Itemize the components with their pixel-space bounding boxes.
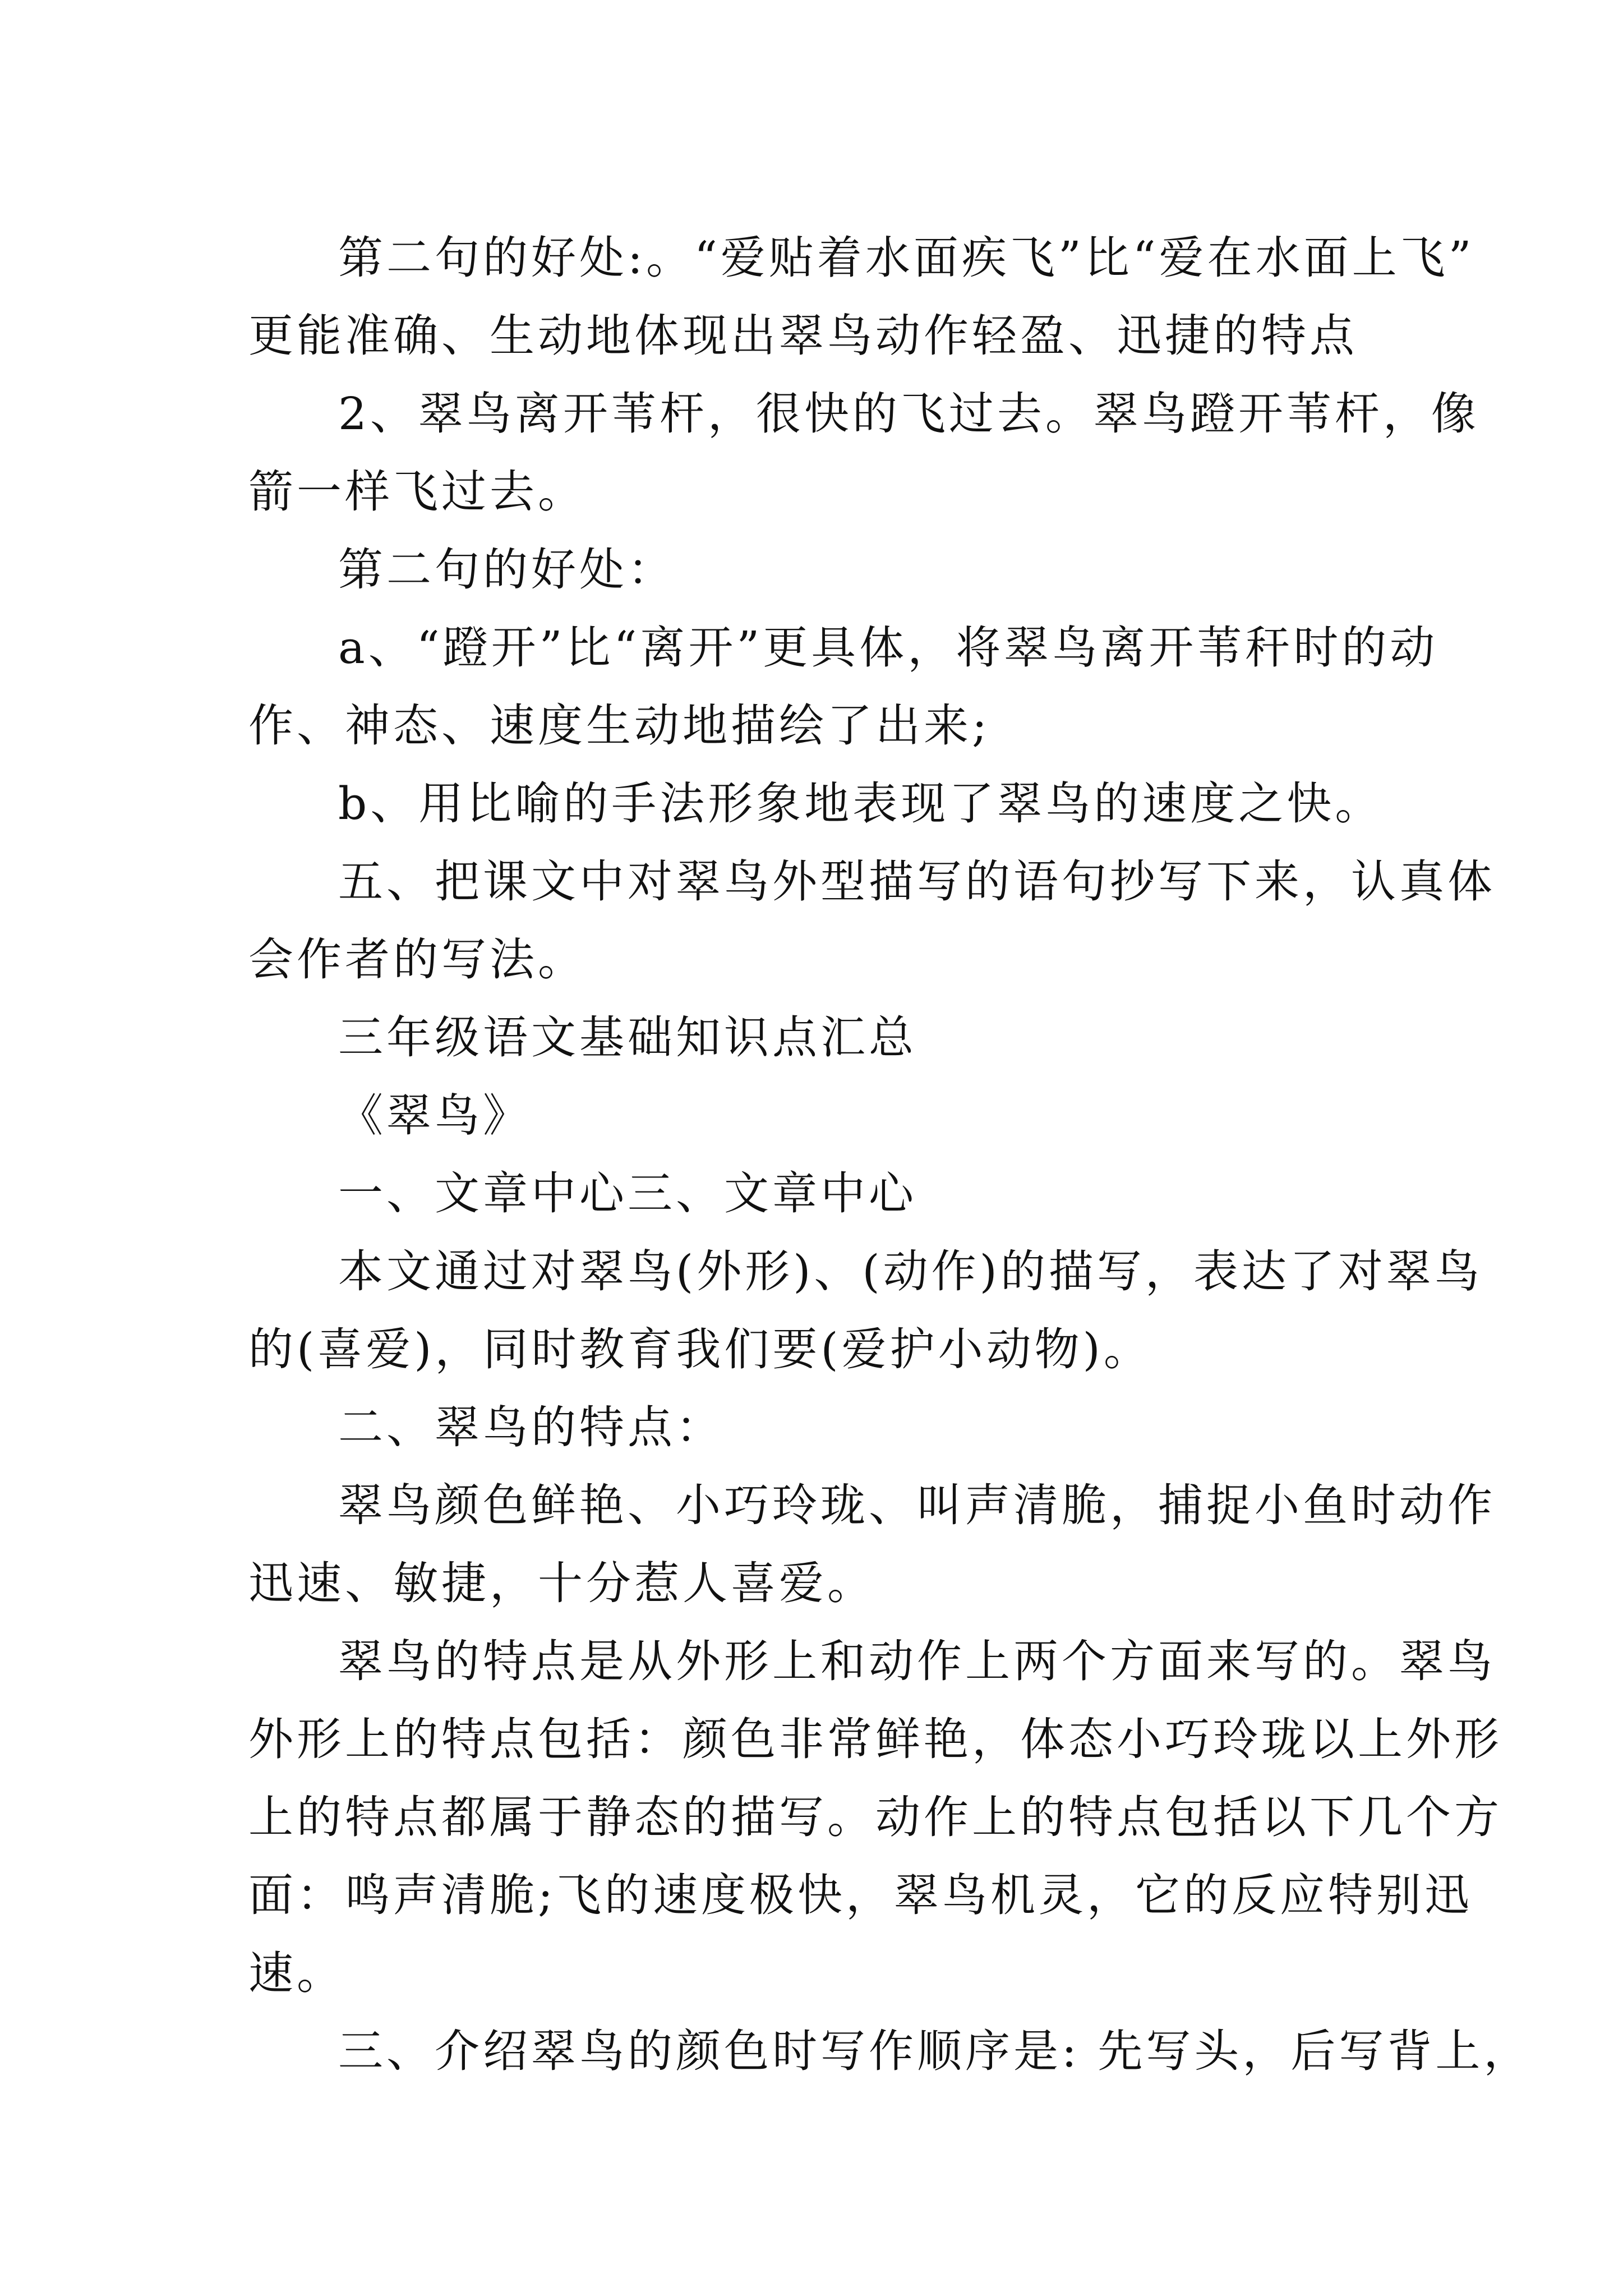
text-line: 速。 (248, 1947, 345, 1999)
text-line: 五、把课文中对翠鸟外型描写的语句抄写下来，认真体 (338, 855, 1496, 908)
text-line: 迅速、敏捷，十分惹人喜爱。 (248, 1557, 875, 1609)
text-line: 箭一样飞过去。 (248, 466, 586, 518)
text-line: 面：鸣声清脆;飞的速度极快，翠鸟机灵，它的反应特别迅 (248, 1869, 1473, 1921)
text-line: 本文通过对翠鸟(外形)、(动作)的描写，表达了对翠鸟 (338, 1245, 1483, 1297)
text-line: 作、神态、速度生动地描绘了出来; (248, 700, 990, 752)
text-line: 三、介绍翠鸟的颜色时写作顺序是: 先写头，后写背上， (338, 2025, 1532, 2077)
text-line: 会作者的写法。 (248, 933, 586, 986)
text-line: 外形上的特点包括：颜色非常鲜艳，体态小巧玲珑以上外形 (248, 1713, 1502, 1765)
text-line: 第二句的好处:。“爱贴着水面疾飞”比“爱在水面上飞” (338, 232, 1475, 284)
text-line: 翠鸟的特点是从外形上和动作上两个方面来写的。翠鸟 (338, 1635, 1496, 1687)
document-page (248, 219, 1532, 2090)
text-line: 一、文章中心三、文章中心 (338, 1167, 917, 1220)
text-line: 的(喜爱)，同时教育我们要(爱护小动物)。 (248, 1323, 1152, 1375)
text-line: 上的特点都属于静态的描写。动作上的特点包括以下几个方 (248, 1791, 1502, 1843)
text-line: 更能准确、生动地体现出翠鸟动作轻盈、迅捷的特点 (248, 310, 1358, 362)
text-line: b、用比喻的手法形象地表现了翠鸟的速度之快。 (338, 777, 1384, 830)
text-line: 《翠鸟》 (338, 1089, 531, 1142)
text-line: 翠鸟颜色鲜艳、小巧玲珑、叫声清脆，捕捉小鱼时动作 (338, 1479, 1496, 1531)
text-line: 第二句的好处： (338, 544, 676, 596)
text-line: 三年级语文基础知识点汇总 (338, 1011, 917, 1064)
text-line: 2、翠鸟离开苇杆，很快的飞过去。翠鸟蹬开苇杆，像 (338, 388, 1479, 440)
text-line: 二、翠鸟的特点： (338, 1401, 724, 1453)
text-line: a、“蹬开”比“离开”更具体，将翠鸟离开苇秆时的动 (338, 622, 1438, 674)
